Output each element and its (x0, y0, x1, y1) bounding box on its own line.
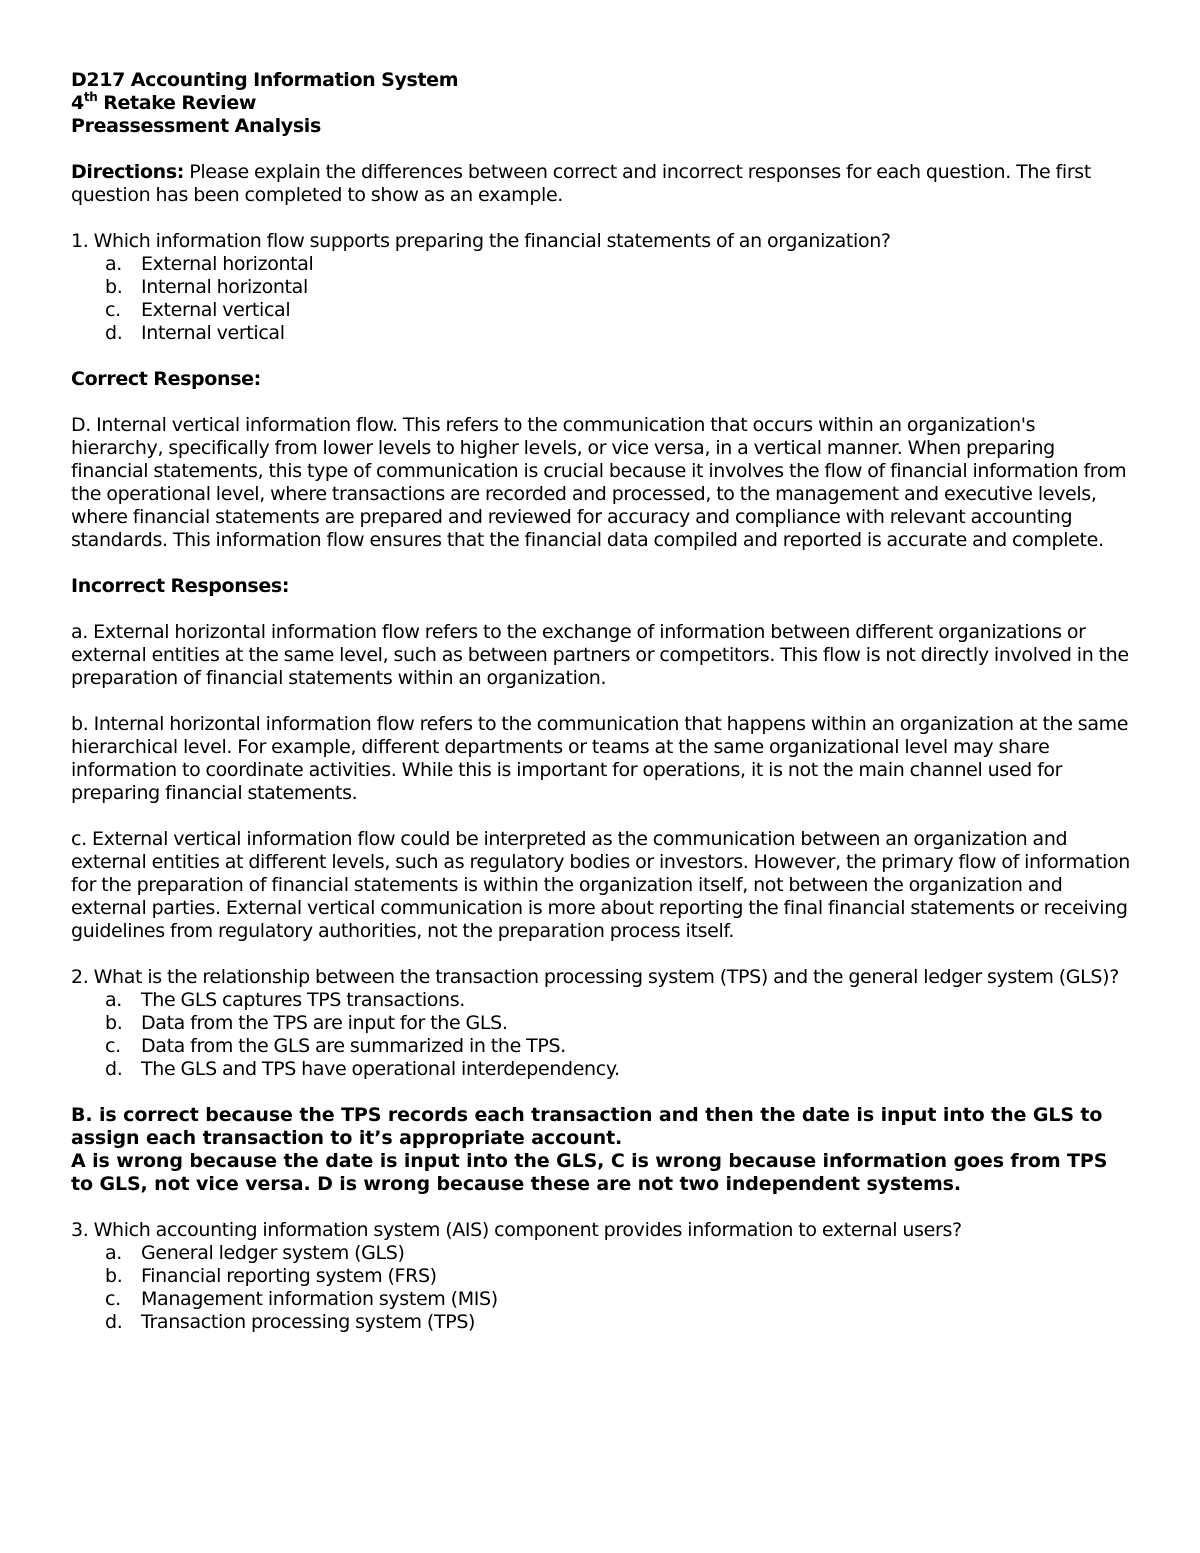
directions-label: Directions: (71, 161, 185, 183)
subtitle-superscript: th (83, 89, 98, 104)
option-item (71, 253, 1131, 276)
question-1: 1. Which information flow supports preparing the financial statements of an organization? (71, 230, 891, 252)
option-item (71, 276, 1131, 299)
document-subtitle (71, 89, 1131, 115)
document-page (71, 69, 1131, 1334)
option-item (71, 1311, 1131, 1334)
option-text: The GLS and TPS have operational interdependency. (141, 1058, 620, 1080)
option-item (71, 1242, 1131, 1265)
option-item (71, 1058, 1131, 1081)
option-letter: c. (105, 299, 121, 321)
option-text: Internal vertical (141, 322, 285, 344)
incorrect-response-a: a. External horizontal information flow refers to the exchange of information between different organizations or external entities at the same level, such as between partners or competitors. This flow is not directly involved in the preparation of financial statements within an organization. (71, 621, 1129, 689)
document-section-title: Preassessment Analysis (71, 115, 321, 137)
option-text: External vertical (141, 299, 291, 321)
option-letter: d. (105, 322, 123, 344)
incorrect-responses-heading: Incorrect Responses: (71, 575, 290, 597)
question-3: 3. Which accounting information system (AIS) component provides information to external users? (71, 1219, 962, 1241)
option-text: General ledger system (GLS) (141, 1242, 405, 1264)
question-2: 2. What is the relationship between the transaction processing system (TPS) and the general ledger system (GLS)? (71, 966, 1119, 988)
directions-text: Please explain the differences between correct and incorrect responses for each question. The first question has been completed to show as an example. (71, 161, 1091, 206)
option-letter: d. (105, 1311, 123, 1333)
option-letter: a. (105, 1242, 122, 1264)
option-item (71, 1265, 1131, 1288)
question-2-answer-explanation: B. is correct because the TPS records each transaction and then the date is input into the GLS to assign each transaction to it’s appropriate account. (71, 1104, 1103, 1149)
option-text: Transaction processing system (TPS) (141, 1311, 476, 1333)
question-3-options (71, 1242, 1131, 1334)
directions-paragraph (71, 161, 1131, 207)
option-letter: b. (105, 1265, 123, 1287)
option-item (71, 1012, 1131, 1035)
option-letter: b. (105, 1012, 123, 1034)
document-title: D217 Accounting Information System (71, 69, 459, 91)
correct-response-heading: Correct Response: (71, 368, 261, 390)
option-letter: a. (105, 989, 122, 1011)
correct-response-text: D. Internal vertical information flow. This refers to the communication that occurs within an organization's hierarchy, specifically from lower levels to higher levels, or vice versa, in a vertical manner. When preparing financial statements, this type of communication is crucial because it involves the flow of financial information from the operational level, where transactions are recorded and processed, to the management and executive levels, where financial statements are prepared and reviewed for accuracy and compliance with relevant accounting standards. This information flow ensures that the financial data compiled and reported is accurate and complete. (71, 414, 1127, 551)
subtitle-number: 4 (71, 92, 84, 114)
incorrect-response-c: c. External vertical information flow could be interpreted as the communication between an organization and external entities at different levels, such as regulatory bodies or investors. However, the primary flow of information for the preparation of financial statements is within the organization itself, not between the organization and external parties. External vertical communication is more about reporting the final financial statements or receiving guidelines from regulatory authorities, not the preparation process itself. (71, 828, 1130, 942)
option-text: External horizontal (141, 253, 314, 275)
option-item (71, 322, 1131, 345)
option-text: The GLS captures TPS transactions. (141, 989, 465, 1011)
option-letter: c. (105, 1035, 121, 1057)
question-2-options (71, 989, 1131, 1081)
option-text: Management information system (MIS) (141, 1288, 498, 1310)
option-letter: a. (105, 253, 122, 275)
option-letter: d. (105, 1058, 123, 1080)
subtitle-text: Retake Review (97, 92, 257, 114)
option-letter: b. (105, 276, 123, 298)
option-item (71, 299, 1131, 322)
incorrect-response-b: b. Internal horizontal information flow refers to the communication that happens within an organization at the same hierarchical level. For example, different departments or teams at the same organizational level may share information to coordinate activities. While this is important for operations, it is not the main channel used for preparing financial statements. (71, 713, 1129, 804)
question-2-wrong-explanation: A is wrong because the date is input into the GLS, C is wrong because information goes from TPS to GLS, not vice versa. D is wrong because these are not two independent systems. (71, 1150, 1108, 1195)
question-1-options (71, 253, 1131, 345)
option-item (71, 1288, 1131, 1311)
option-item (71, 989, 1131, 1012)
option-text: Financial reporting system (FRS) (141, 1265, 437, 1287)
option-item (71, 1035, 1131, 1058)
option-text: Data from the TPS are input for the GLS. (141, 1012, 508, 1034)
option-letter: c. (105, 1288, 121, 1310)
option-text: Data from the GLS are summarized in the TPS. (141, 1035, 566, 1057)
option-text: Internal horizontal (141, 276, 308, 298)
